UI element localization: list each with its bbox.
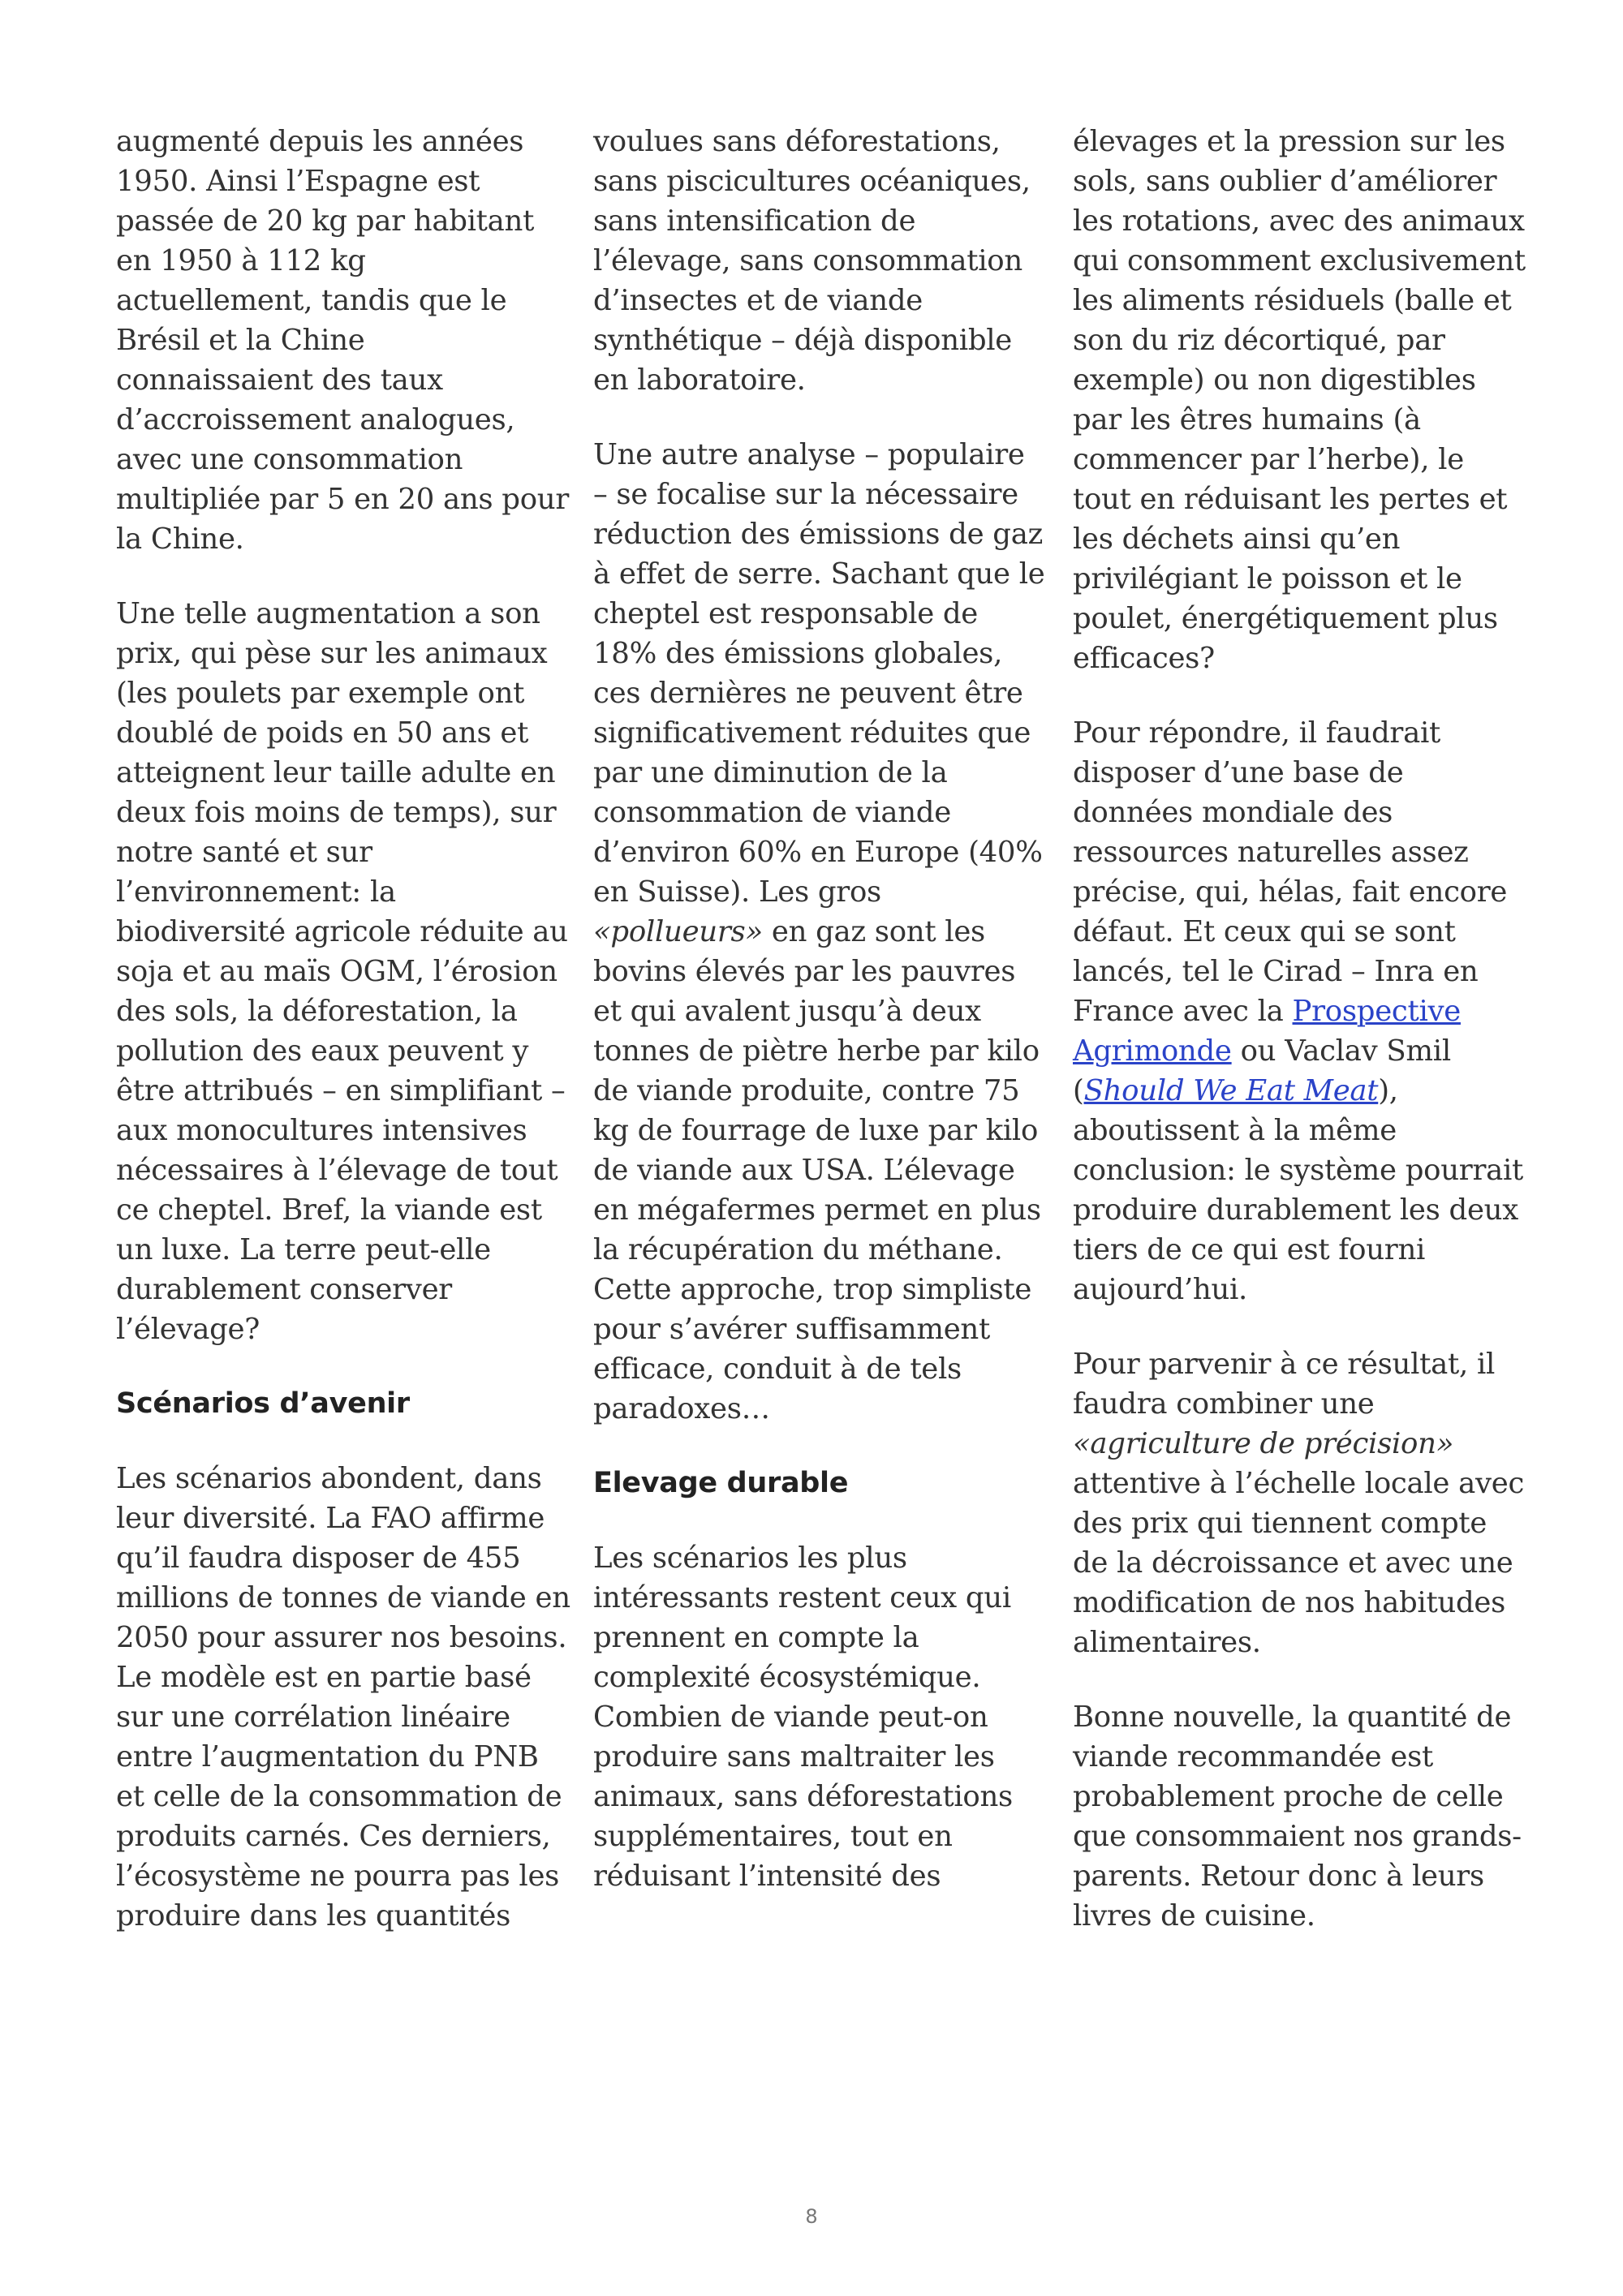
paragraph: Les scénarios abondent, dans leur diversité. La FAO affirme qu’il faudra disposer de 455 millions de tonnes de viande en 2050 pour assurer nos besoins. Le modèle est en partie basé sur une corrélation linéaire entre l’augmentation du PNB et celle de la consommation de produits carnés. Ces derniers, l’écosystème ne pourra pas les produire dans les quantités (116, 1462, 570, 1933)
paragraph: augmenté depuis les années 1950. Ainsi l’Espagne est passée de 20 kg par habitant en 1950 à 112 kg actuellement, tandis que le Brésil et la Chine connaissaient des taux d’accroissement analogues, avec une consommation multipliée par 5 en 20 ans pour la Chine. (116, 125, 570, 556)
text-run: en gaz sont les bovins élevés par les pauvres et qui avalent jusqu’à deux tonnes de piètre herbe par kilo de viande produite, contre 75 kg de fourrage de luxe par kilo de viande aux USA. L’élevage en mégafermes permet en plus la récupération du méthane. Cette approche, trop simpliste pour s’avérer suffisamment efficace, conduit à de tels paradoxes… (593, 915, 1041, 1425)
section-heading-scenarios: Scénarios d’avenir (116, 1387, 410, 1420)
text-run: ou Vaclav Smil ( (1073, 1034, 1451, 1107)
paragraph: Bonne nouvelle, la quantité de viande recommandée est probablement proche de celle que consommaient nos grands-parents. Retour donc à leurs livres de cuisine. (1073, 1701, 1522, 1933)
text-run: Pour répondre, il faudrait disposer d’une base de données mondiale des ressources naturelles assez précise, qui, hélas, fait encore défaut. Et ceux qui se sont lancés, tel le Cirad – Inra en France avec la (1073, 716, 1508, 1028)
text-run: attentive à l’échelle locale avec des prix qui tiennent compte de la décroissance et avec une modification de nos habitudes alimentaires. (1073, 1467, 1525, 1659)
paragraph (593, 435, 1048, 1429)
emphasis-agriculture-precision: «agriculture de précision» (1073, 1427, 1454, 1460)
page-number: 8 (805, 2205, 818, 2228)
link-should-we-eat-meat[interactable]: Should We Eat Meat (1083, 1074, 1379, 1107)
column-3 (1073, 122, 1527, 1971)
emphasis-pollueurs: «pollueurs» (593, 915, 763, 948)
paragraph: Une telle augmentation a son prix, qui pèse sur les animaux (les poulets par exemple ont doublé de poids en 50 ans et atteignent leur taille adulte en deux fois moins de temps), sur notre santé et sur l’environnement: la biodiversité agricole réduite au soja et au maïs OGM, l’érosion des sols, la déforestation, la pollution des eaux peuvent y être attribués – en simplifiant – aux monocultures intensives nécessaires à l’élevage de tout ce cheptel. Bref, la viande est un luxe. La terre peut-elle durablement conserver l’élevage? (116, 597, 568, 1346)
column-2 (593, 122, 1048, 1931)
text-run: ), aboutissent à la même conclusion: le système pourrait produire durablement les deux tiers de ce qui est fourni aujourd’hui. (1073, 1074, 1524, 1306)
column-1 (116, 122, 570, 1971)
link-prospective-agrimonde[interactable]: Prospective Agrimonde (1073, 995, 1461, 1068)
text-run: Pour parvenir à ce résultat, il faudra combiner une (1073, 1348, 1496, 1421)
text-run: Une autre analyse – populaire – se focalise sur la nécessaire réduction des émissions de gaz à effet de serre. Sachant que le cheptel est responsable de 18% des émissions globales, ces dernières ne peuvent être significativement réduites que par une diminution de la consommation de viande d’environ 60% en Europe (40% en Suisse). Les gros (593, 438, 1045, 909)
paragraph (1073, 713, 1527, 1309)
paragraph: élevages et la pression sur les sols, sans oublier d’améliorer les rotations, avec des animaux qui consomment exclusivement les aliments résiduels (balle et son du riz décortiqué, par exemple) ou non digestibles par les êtres humains (à commencer par l’herbe), le tout en réduisant les pertes et les déchets ainsi qu’en privilégiant le poisson et le poulet, énergétiquement plus efficaces? (1073, 125, 1526, 675)
paragraph (1073, 1344, 1527, 1662)
section-heading-elevage: Elevage durable (593, 1467, 849, 1499)
paragraph: Les scénarios les plus intéressants restent ceux qui prennent en compte la complexité écosystémique. Combien de viande peut-on produire sans maltraiter les animaux, sans déforestations supplémentaires, tout en réduisant l’intensité des (593, 1541, 1013, 1893)
paragraph: voulues sans déforestations, sans piscicultures océaniques, sans intensification de l’élevage, sans consommation d’insectes et de viande synthétique – déjà disponible en laboratoire. (593, 125, 1031, 397)
